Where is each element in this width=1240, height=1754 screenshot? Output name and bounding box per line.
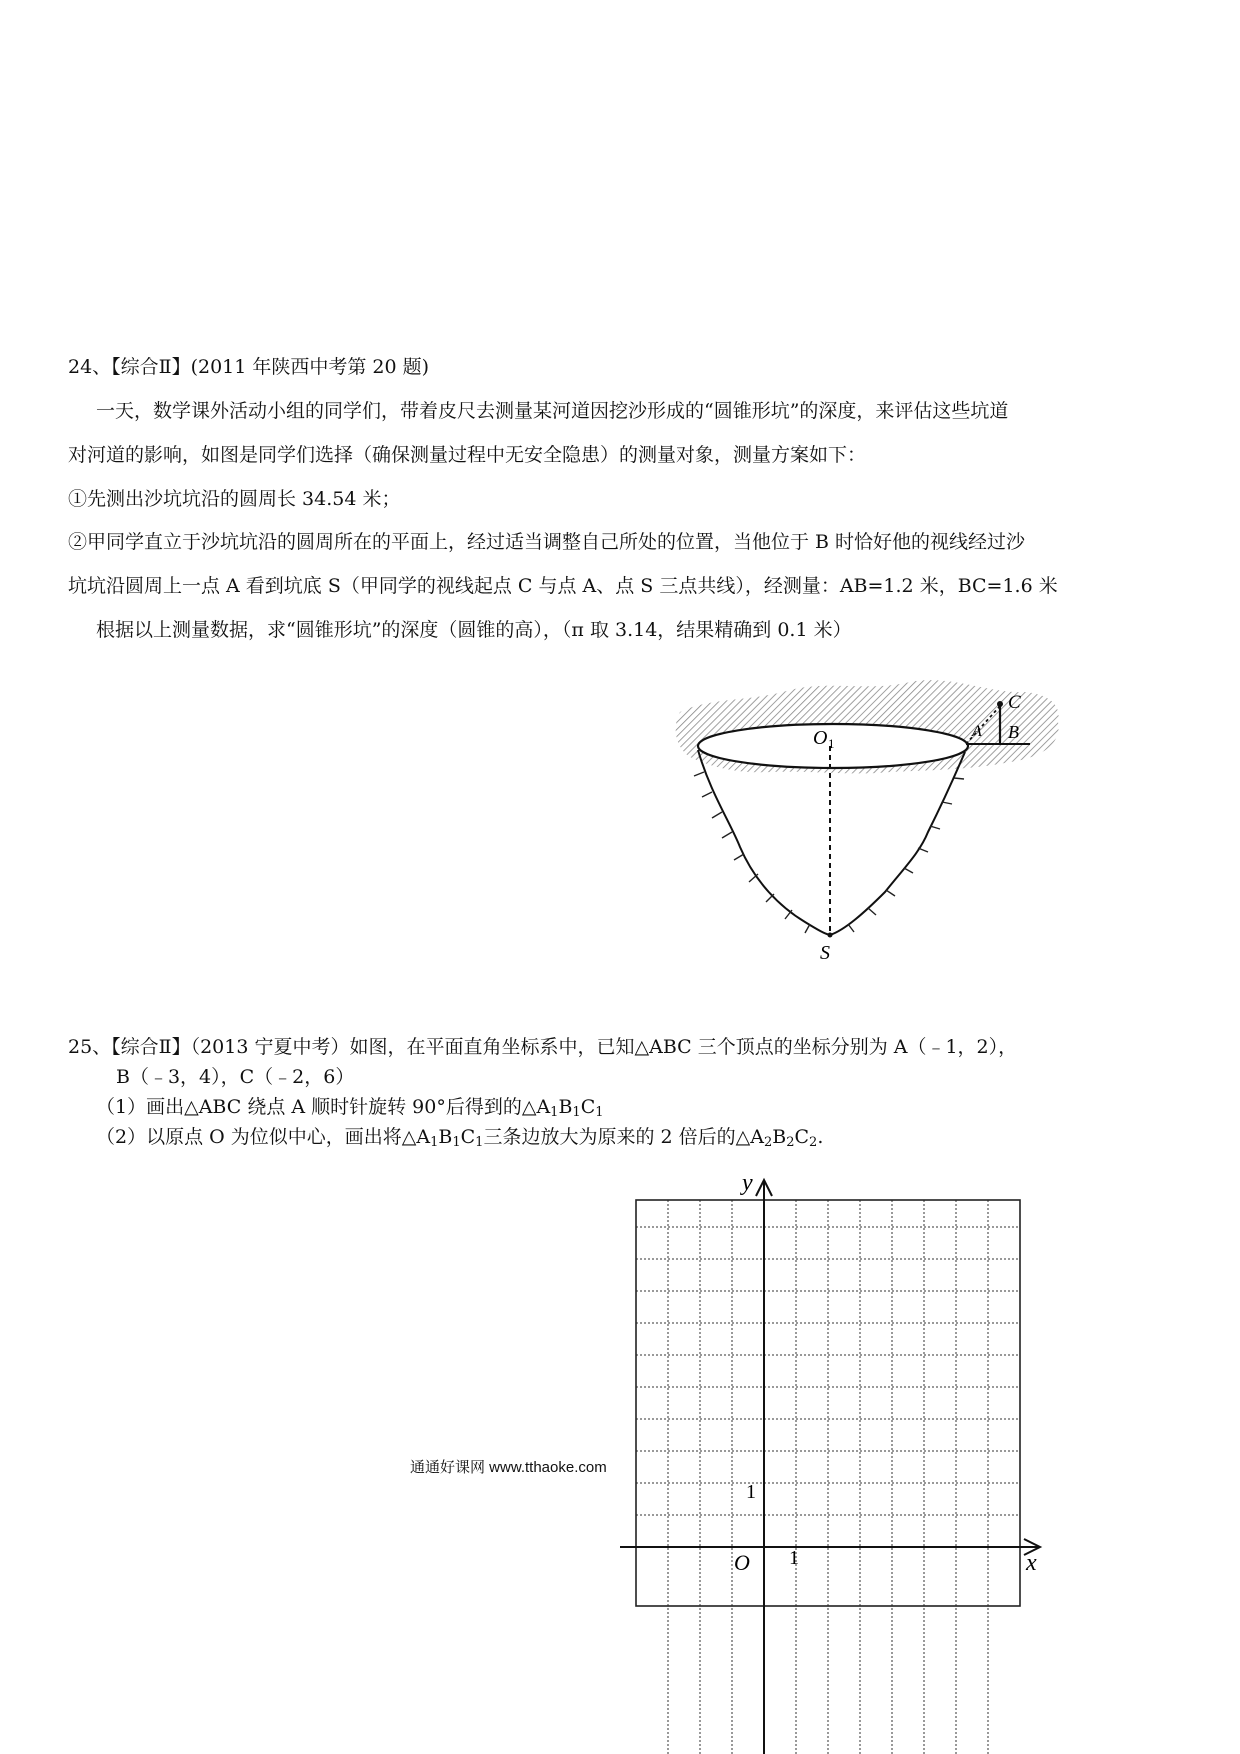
q24-paragraph-1: 一天，数学课外活动小组的同学们，带着皮尺去测量某河道因挖沙形成的“圆锥形坑”的深度，来评估这些坑道 (96, 400, 1009, 422)
q25-part-1: （1）画出△ABC 绕点 A 顺时针旋转 90°后得到的$\triangle A_1B_1C_1$ (96, 1096, 604, 1120)
origin-label: O (734, 1550, 750, 1575)
q24-step-2-line-2: 坑坑沿圆周上一点 A 看到坑底 S（甲同学的视线起点 C 与点 A、点 S 三点共线），经测量：AB=1.2 米，BC=1.6 米 (68, 575, 1058, 597)
coordinate-grid (620, 1160, 1060, 1754)
q24-step-1: ①先测出沙坑坑沿的圆周长 34.54 米； (68, 488, 401, 510)
x-axis-label: x (1026, 1550, 1037, 1576)
q24-step-2-line-1: ②甲同学直立于沙坑坑沿的圆周所在的平面上，经过适当调整自己所处的位置，当他位于 B 时恰好他的视线经过沙 (68, 531, 1026, 553)
y-tick-1-label: 1 (746, 1481, 756, 1503)
label-c: C (1008, 692, 1021, 713)
q24-paragraph-2: 对河道的影响，如图是同学们选择（确保测量过程中无安全隐患）的测量对象，测量方案如下： (68, 444, 867, 466)
x-tick-1-label: 1 (789, 1547, 799, 1569)
label-b: B (1008, 722, 1019, 742)
sand-pit-figure (670, 672, 1070, 972)
label-o1: O (813, 727, 828, 749)
q25-part-2: （2）以原点 O 为位似中心，画出将$\triangle A_1B_1C_1$三条边放大为原来的 2 倍后的$\triangle A_2B_2C_2$. (96, 1126, 824, 1150)
pit-wall (698, 750, 965, 935)
q25-heading-continued: B（﹣3，4），C（﹣2，6） (116, 1066, 355, 1088)
q25-heading: 25、【综合Ⅱ】（2013 宁夏中考）如图，在平面直角坐标系中，已知△ABC 三个顶点的坐标分别为 A（﹣1，2）， (68, 1036, 1018, 1058)
label-a: A (972, 723, 982, 740)
q24-heading: 24、【综合Ⅱ】(2011 年陕西中考第 20 题) (68, 356, 430, 378)
q24-question: 根据以上测量数据，求“圆锥形坑”的深度（圆锥的高），（π 取 3.14，结果精确到 0.1 米） (96, 619, 852, 641)
footer-website: 通通好课网 www.tthaoke.com (410, 1459, 607, 1476)
label-o1-sub: 1 (828, 736, 835, 751)
y-axis-label: y (742, 1170, 753, 1196)
label-s: S (820, 942, 830, 964)
